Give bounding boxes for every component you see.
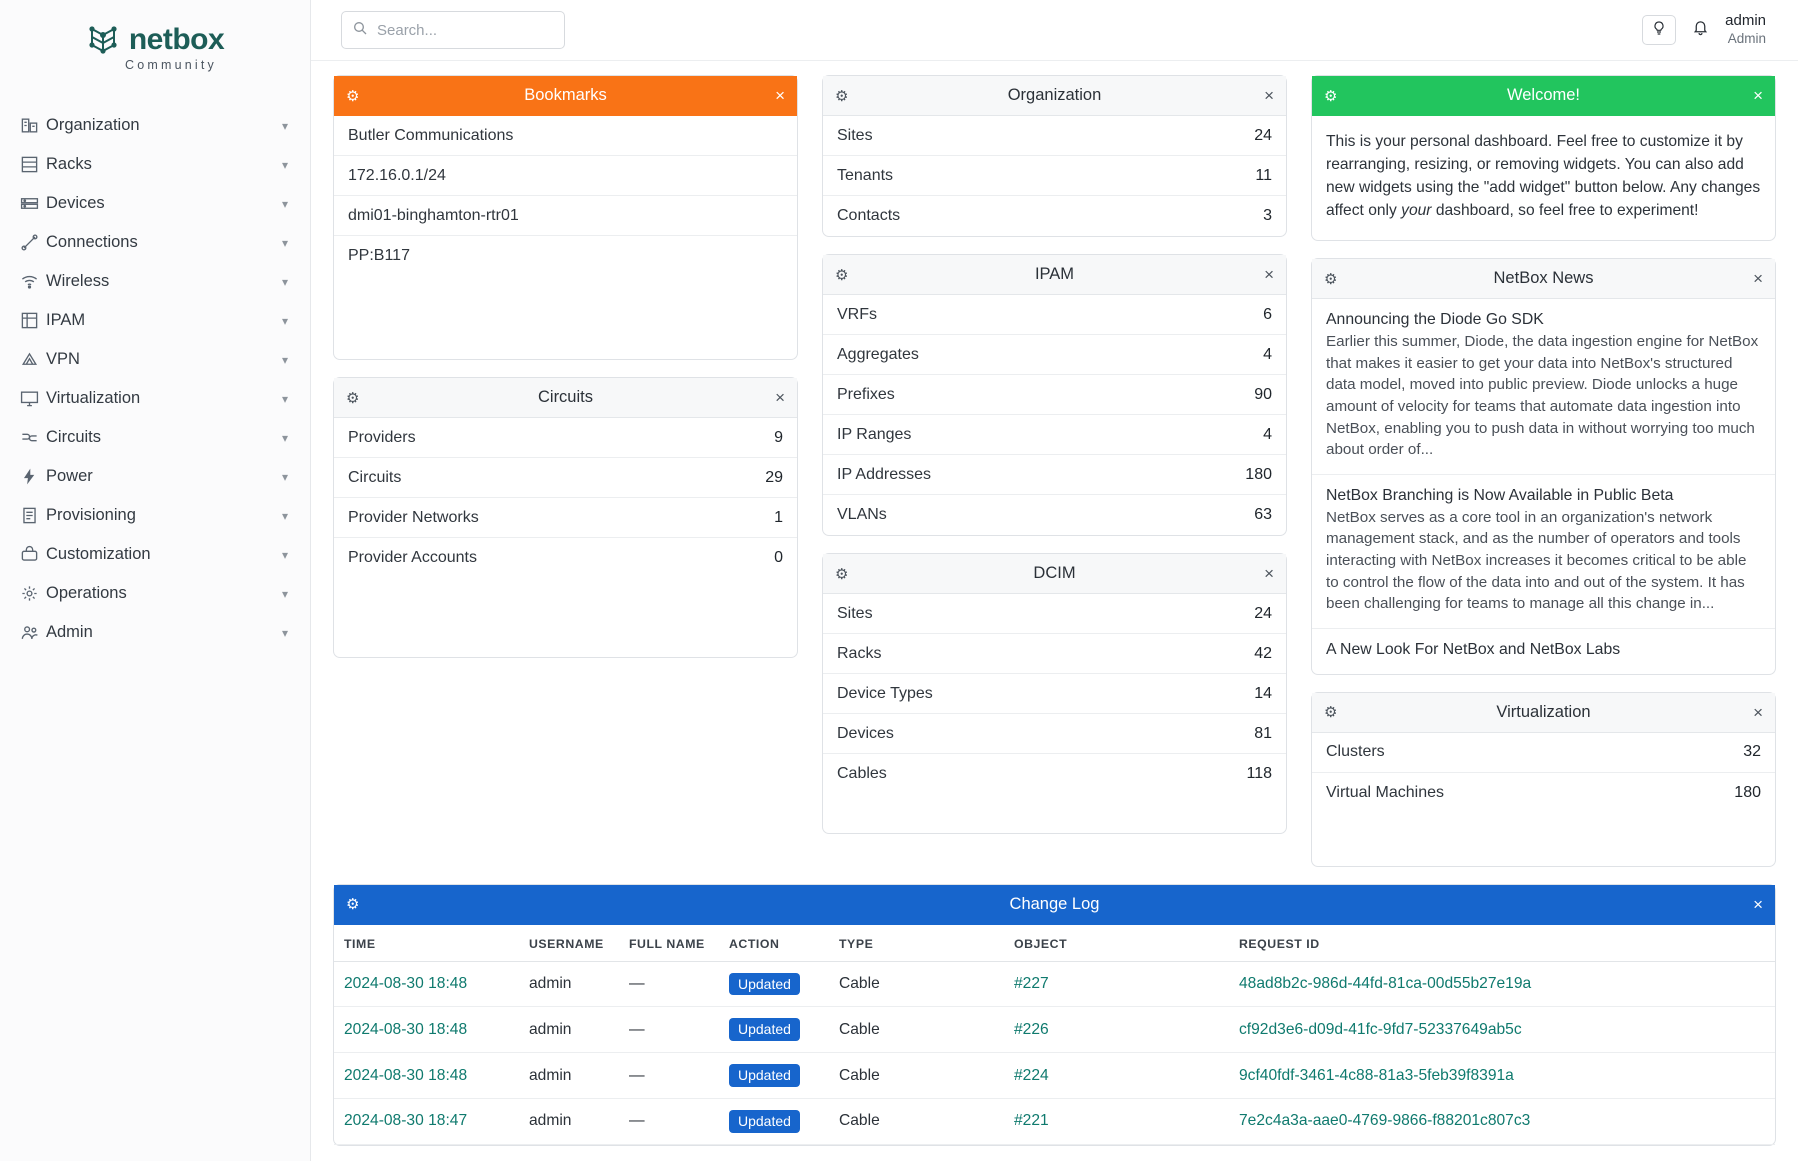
changelog-fullname: — <box>619 961 719 1007</box>
top-bar <box>311 0 1798 61</box>
column-header-request-id[interactable]: REQUEST ID <box>1229 925 1775 962</box>
sidebar-item-label: Power <box>46 467 93 485</box>
stat-value: 32 <box>1743 743 1761 761</box>
close-icon[interactable]: × <box>1753 86 1763 105</box>
ipam-widget-header <box>823 255 1286 295</box>
stat-value: 14 <box>1254 684 1272 702</box>
chevron-down-icon: ▾ <box>281 118 288 133</box>
stat-label: Device Types <box>837 684 933 702</box>
widget-title: Virtualization <box>1496 702 1591 721</box>
table-row <box>334 1007 1775 1053</box>
user-menu[interactable] <box>1725 12 1770 48</box>
changelog-fullname: — <box>619 1099 719 1145</box>
list-item[interactable] <box>823 196 1286 236</box>
news-body: NetBox serves as a core tool in an organization's network management stack, and as the number of operators and tools interacting with NetBox increases it becomes critical to be able to control the flow of the data into and out of the system. It has been challenging for teams to manage all this change in... <box>1326 508 1747 613</box>
sidebar-item-label: VPN <box>46 350 80 368</box>
lightbulb-icon <box>1651 20 1667 41</box>
stat-label: Provider Accounts <box>348 549 477 566</box>
sidebar-item-organization[interactable] <box>0 106 310 145</box>
changelog-type: Cable <box>829 961 1004 1007</box>
virtualization-widget-header <box>1312 693 1775 733</box>
stat-label: Prefixes <box>837 385 895 403</box>
gear-icon[interactable]: ⚙ <box>1324 87 1338 105</box>
search-box[interactable] <box>341 11 565 49</box>
changelog-object-link[interactable]: #221 <box>1014 1112 1049 1130</box>
operations-icon <box>20 584 46 603</box>
chevron-down-icon: ▾ <box>281 469 288 484</box>
stat-label: Racks <box>837 644 882 662</box>
status-badge: Updated <box>729 1110 800 1133</box>
news-title[interactable]: Announcing the Diode Go SDK <box>1326 311 1544 329</box>
news-item <box>1312 475 1775 629</box>
close-icon[interactable]: × <box>1753 269 1763 289</box>
list-item[interactable] <box>823 295 1286 335</box>
virtualization-widget <box>1311 692 1776 867</box>
changelog-widget-header <box>334 885 1775 925</box>
bookmark-label: PP:B117 <box>348 247 410 264</box>
sidebar-item-customization[interactable] <box>0 535 310 574</box>
table-row <box>334 1053 1775 1099</box>
stat-label: Aggregates <box>837 345 919 363</box>
virtualization-stats-list <box>1312 733 1775 813</box>
widget-title: DCIM <box>1033 564 1076 582</box>
brand-name: netbox <box>128 22 225 56</box>
chevron-down-icon: ▾ <box>281 352 288 367</box>
welcome-text <box>1312 116 1775 240</box>
status-badge: Updated <box>729 1064 800 1087</box>
sidebar-item-label: Devices <box>46 194 105 212</box>
changelog-username: admin <box>519 1053 619 1099</box>
customization-icon <box>20 545 46 564</box>
list-item[interactable] <box>823 754 1286 794</box>
changelog-body <box>334 925 1775 1145</box>
organization-widget-header <box>823 76 1286 116</box>
table-row <box>334 961 1775 1007</box>
org-icon <box>20 116 46 135</box>
column-header-action[interactable]: ACTION <box>719 925 829 962</box>
welcome-widget <box>1311 75 1776 241</box>
column-header-username[interactable]: USERNAME <box>519 925 619 962</box>
list-item[interactable] <box>823 714 1286 754</box>
brand[interactable] <box>0 8 310 86</box>
stat-value: 180 <box>1245 465 1272 483</box>
welcome-text-part2: dashboard, so feel free to experiment! <box>1431 202 1699 220</box>
close-icon[interactable]: × <box>1753 702 1763 722</box>
stat-value: 1 <box>774 508 783 526</box>
changelog-table <box>334 925 1775 1145</box>
brand-edition: Community <box>124 57 217 72</box>
close-icon[interactable]: × <box>775 388 785 407</box>
top-right-actions <box>1642 12 1776 48</box>
list-item[interactable] <box>823 594 1286 634</box>
sidebar-item-provisioning[interactable] <box>0 496 310 535</box>
list-item[interactable] <box>334 418 797 458</box>
list-item[interactable] <box>334 458 797 498</box>
widget-title: Welcome! <box>1506 86 1581 104</box>
chevron-down-icon: ▾ <box>281 547 288 562</box>
sidebar-item-label: Organization <box>46 116 140 134</box>
sidebar-item-virtualization[interactable] <box>0 379 310 418</box>
bookmarks-widget-header <box>334 76 797 116</box>
changelog-object-link[interactable]: #226 <box>1014 1020 1049 1038</box>
netbox-logo-icon <box>86 23 120 57</box>
list-item[interactable] <box>823 495 1286 535</box>
list-item[interactable] <box>1312 733 1775 773</box>
list-item[interactable] <box>334 538 797 578</box>
ipam-stats-list <box>823 295 1286 535</box>
chevron-down-icon: ▾ <box>281 586 288 601</box>
status-badge: Updated <box>729 1018 800 1041</box>
changelog-request-id-link[interactable]: cf92d3e6-d09d-41fc-9fd7-52337649ab5c <box>1239 1020 1522 1038</box>
close-icon[interactable]: × <box>1753 894 1763 914</box>
netbox-news-widget <box>1311 258 1776 674</box>
gear-icon[interactable]: ⚙ <box>835 565 849 583</box>
stat-value: 4 <box>1263 345 1272 363</box>
close-icon[interactable]: × <box>1264 86 1274 105</box>
sidebar-item-wireless[interactable] <box>0 262 310 301</box>
chevron-down-icon: ▾ <box>281 235 288 250</box>
sidebar-nav <box>0 106 310 652</box>
organization-widget <box>822 75 1287 237</box>
dashboard-column-3 <box>1311 75 1776 867</box>
sidebar-item-label: Customization <box>46 545 151 563</box>
stat-label: Clusters <box>1326 743 1385 761</box>
widget-title: Change Log <box>1009 894 1100 913</box>
stat-value: 90 <box>1254 385 1272 403</box>
chevron-down-icon: ▾ <box>281 196 288 211</box>
main-area <box>311 0 1798 1161</box>
wireless-icon <box>20 272 46 291</box>
changelog-fullname: — <box>619 1053 719 1099</box>
dcim-stats-list <box>823 594 1286 794</box>
news-list <box>1312 299 1775 673</box>
dashboard-column-2 <box>822 75 1287 867</box>
changelog-fullname: — <box>619 1007 719 1053</box>
news-item <box>1312 299 1775 474</box>
stat-label: VRFs <box>837 305 877 323</box>
chevron-down-icon: ▾ <box>281 157 288 172</box>
device-icon <box>20 194 46 213</box>
bell-icon[interactable] <box>1692 19 1709 41</box>
table-header-row <box>334 925 1775 962</box>
widget-title: IPAM <box>1034 265 1075 283</box>
sidebar <box>0 0 311 1161</box>
changelog-username: admin <box>519 1007 619 1053</box>
provisioning-icon <box>20 506 46 525</box>
bookmark-label: 172.16.0.1/24 <box>348 166 446 184</box>
stat-value: 42 <box>1254 644 1272 662</box>
sidebar-item-power[interactable] <box>0 457 310 496</box>
sidebar-item-racks[interactable] <box>0 145 310 184</box>
table-row <box>334 1099 1775 1145</box>
dashboard-grid <box>311 61 1798 867</box>
list-item[interactable] <box>334 498 797 538</box>
gear-icon[interactable]: ⚙ <box>1324 704 1338 722</box>
sidebar-item-label: Circuits <box>46 428 102 446</box>
sidebar-item-label: Admin <box>46 623 93 641</box>
changelog-type: Cable <box>829 1007 1004 1053</box>
welcome-widget-header <box>1312 76 1775 116</box>
stat-value: 11 <box>1255 166 1272 184</box>
sidebar-item-label: Virtualization <box>46 389 141 407</box>
list-item[interactable] <box>823 415 1286 455</box>
sidebar-item-label: Operations <box>46 584 127 602</box>
stat-value: 81 <box>1254 724 1272 742</box>
column-header-time[interactable]: TIME <box>334 925 519 962</box>
chevron-down-icon: ▾ <box>281 508 288 523</box>
list-item[interactable] <box>823 634 1286 674</box>
sidebar-item-devices[interactable] <box>0 184 310 223</box>
changelog-time-link[interactable]: 2024-08-30 18:48 <box>344 975 468 993</box>
chevron-down-icon: ▾ <box>281 391 288 406</box>
changelog-username: admin <box>519 1099 619 1145</box>
changelog-request-id-link[interactable]: 9cf40fdf-3461-4c88-81a3-5feb39f8391a <box>1239 1066 1514 1084</box>
chevron-down-icon: ▾ <box>281 313 288 328</box>
changelog-section <box>311 884 1798 1146</box>
sidebar-item-circuits[interactable] <box>0 418 310 457</box>
chevron-down-icon: ▾ <box>281 430 288 445</box>
news-title[interactable]: A New Look For NetBox and NetBox Labs <box>1326 640 1621 658</box>
changelog-type: Cable <box>829 1053 1004 1099</box>
connections-icon <box>20 233 46 252</box>
theme-toggle-button[interactable] <box>1642 15 1676 45</box>
stat-label: Cables <box>837 765 887 782</box>
chevron-down-icon: ▾ <box>281 625 288 640</box>
stat-label: Circuits <box>348 468 402 486</box>
list-item[interactable] <box>334 236 797 276</box>
close-icon[interactable]: × <box>1264 265 1274 284</box>
dcim-widget-header <box>823 554 1286 594</box>
ipam-widget <box>822 254 1287 536</box>
search-input[interactable] <box>377 22 554 39</box>
column-header-type[interactable]: TYPE <box>829 925 1004 962</box>
changelog-request-id-link[interactable]: 7e2c4a3a-aae0-4769-9866-f88201c807c3 <box>1239 1112 1531 1130</box>
bookmark-label: Butler Communications <box>348 126 514 144</box>
stat-label: Sites <box>837 126 873 144</box>
close-icon[interactable]: × <box>1264 564 1274 583</box>
stat-label: VLANs <box>837 506 887 523</box>
news-body: Earlier this summer, Diode, the data ingestion engine for NetBox that makes it easier to get your data into NetBox's structured data model, moved into public preview. Diode unlocks a huge amount of velocity for teams that automate data ingestion into NetBox, enabling you to push data in without worrying too much about order of... <box>1326 333 1759 459</box>
changelog-type: Cable <box>829 1099 1004 1145</box>
circuits-stats-list <box>334 418 797 578</box>
sidebar-item-label: Racks <box>46 155 92 173</box>
status-badge: Updated <box>729 973 800 996</box>
changelog-username: admin <box>519 961 619 1007</box>
gear-icon[interactable]: ⚙ <box>346 896 360 914</box>
netbox-news-widget-header <box>1312 259 1775 299</box>
welcome-body <box>1312 116 1775 240</box>
close-icon[interactable]: × <box>775 86 785 105</box>
vpn-icon <box>20 350 46 369</box>
sidebar-item-admin[interactable] <box>0 613 310 652</box>
gear-icon[interactable]: ⚙ <box>835 266 849 284</box>
changelog-time-link[interactable]: 2024-08-30 18:48 <box>344 1020 468 1038</box>
circuits-widget <box>333 377 798 658</box>
ipam-icon <box>20 311 46 330</box>
gear-icon[interactable]: ⚙ <box>346 389 360 407</box>
list-item[interactable] <box>334 156 797 196</box>
bookmark-label: dmi01-binghamton-rtr01 <box>348 206 519 224</box>
stat-label: Providers <box>348 428 416 446</box>
sidebar-item-vpn[interactable] <box>0 340 310 379</box>
gear-icon[interactable]: ⚙ <box>346 87 360 105</box>
organization-stats-list <box>823 116 1286 236</box>
stat-label: IP Ranges <box>837 425 912 443</box>
stat-label: Virtual Machines <box>1326 783 1444 801</box>
welcome-text-part1: This is your personal dashboard. Feel free to customize it by rearranging, resizing, or removing widgets. You can also add new widgets using the "add widget" button below. Any changes affect only <box>1326 133 1761 220</box>
news-item <box>1312 629 1775 674</box>
changelog-widget <box>333 884 1776 1146</box>
sidebar-item-operations[interactable] <box>0 574 310 613</box>
stat-value: 4 <box>1263 425 1272 443</box>
gear-icon[interactable]: ⚙ <box>1324 270 1338 288</box>
dashboard-column-1 <box>333 75 798 867</box>
welcome-text-emphasis: your <box>1401 202 1432 220</box>
list-item[interactable] <box>823 375 1286 415</box>
list-item[interactable] <box>1312 773 1775 813</box>
sidebar-item-connections[interactable] <box>0 223 310 262</box>
stat-label: Contacts <box>837 207 901 224</box>
changelog-object-link[interactable]: #227 <box>1014 975 1049 993</box>
sidebar-item-label: Connections <box>46 233 138 251</box>
stat-value: 3 <box>1263 207 1272 224</box>
stat-label: Sites <box>837 604 873 622</box>
widget-title: Organization <box>1007 86 1102 104</box>
bookmarks-list <box>334 116 797 276</box>
list-item[interactable] <box>823 674 1286 714</box>
circuits-widget-header <box>334 378 797 418</box>
column-header-object[interactable]: OBJECT <box>1004 925 1229 962</box>
circuits-icon <box>20 428 46 447</box>
stat-value: 6 <box>1263 305 1272 323</box>
sidebar-item-label: Wireless <box>46 272 110 290</box>
list-item[interactable] <box>823 455 1286 495</box>
search-icon <box>352 20 368 41</box>
chevron-down-icon: ▾ <box>281 274 288 289</box>
list-item[interactable] <box>334 116 797 156</box>
news-title[interactable]: NetBox Branching is Now Available in Public Beta <box>1326 486 1674 504</box>
stat-value: 24 <box>1254 604 1272 622</box>
changelog-time-link[interactable]: 2024-08-30 18:48 <box>344 1066 468 1084</box>
changelog-object-link[interactable]: #224 <box>1014 1066 1049 1084</box>
virtualization-icon <box>20 389 46 408</box>
bookmarks-widget <box>333 75 798 360</box>
rack-icon <box>20 155 46 174</box>
stat-value: 24 <box>1254 126 1272 144</box>
stat-label: IP Addresses <box>837 465 931 483</box>
dcim-widget <box>822 553 1287 834</box>
stat-value: 118 <box>1246 765 1272 782</box>
sidebar-item-label: Provisioning <box>46 506 136 524</box>
changelog-time-link[interactable]: 2024-08-30 18:47 <box>344 1112 468 1130</box>
list-item[interactable] <box>823 335 1286 375</box>
user-role: Admin <box>1727 30 1766 46</box>
list-item[interactable] <box>823 116 1286 156</box>
stat-value: 0 <box>774 549 783 566</box>
gear-icon[interactable]: ⚙ <box>835 87 849 105</box>
stat-label: Devices <box>837 724 894 742</box>
stat-value: 9 <box>774 428 783 446</box>
stat-value: 29 <box>765 468 783 486</box>
widget-title: NetBox News <box>1493 269 1594 288</box>
sidebar-item-label: IPAM <box>46 311 86 329</box>
stat-value: 63 <box>1254 506 1272 523</box>
admin-icon <box>20 623 46 642</box>
user-name: admin <box>1725 12 1766 30</box>
changelog-request-id-link[interactable]: 48ad8b2c-986d-44fd-81ca-00d55b27e19a <box>1239 975 1532 993</box>
column-header-fullname[interactable]: FULL NAME <box>619 925 719 962</box>
list-item[interactable] <box>823 156 1286 196</box>
list-item[interactable] <box>334 196 797 236</box>
power-icon <box>20 467 46 486</box>
widget-title: Circuits <box>537 388 593 406</box>
widget-title: Bookmarks <box>524 86 607 104</box>
stat-label: Tenants <box>837 166 894 184</box>
stat-label: Provider Networks <box>348 508 479 526</box>
sidebar-item-ipam[interactable] <box>0 301 310 340</box>
stat-value: 180 <box>1734 783 1761 801</box>
